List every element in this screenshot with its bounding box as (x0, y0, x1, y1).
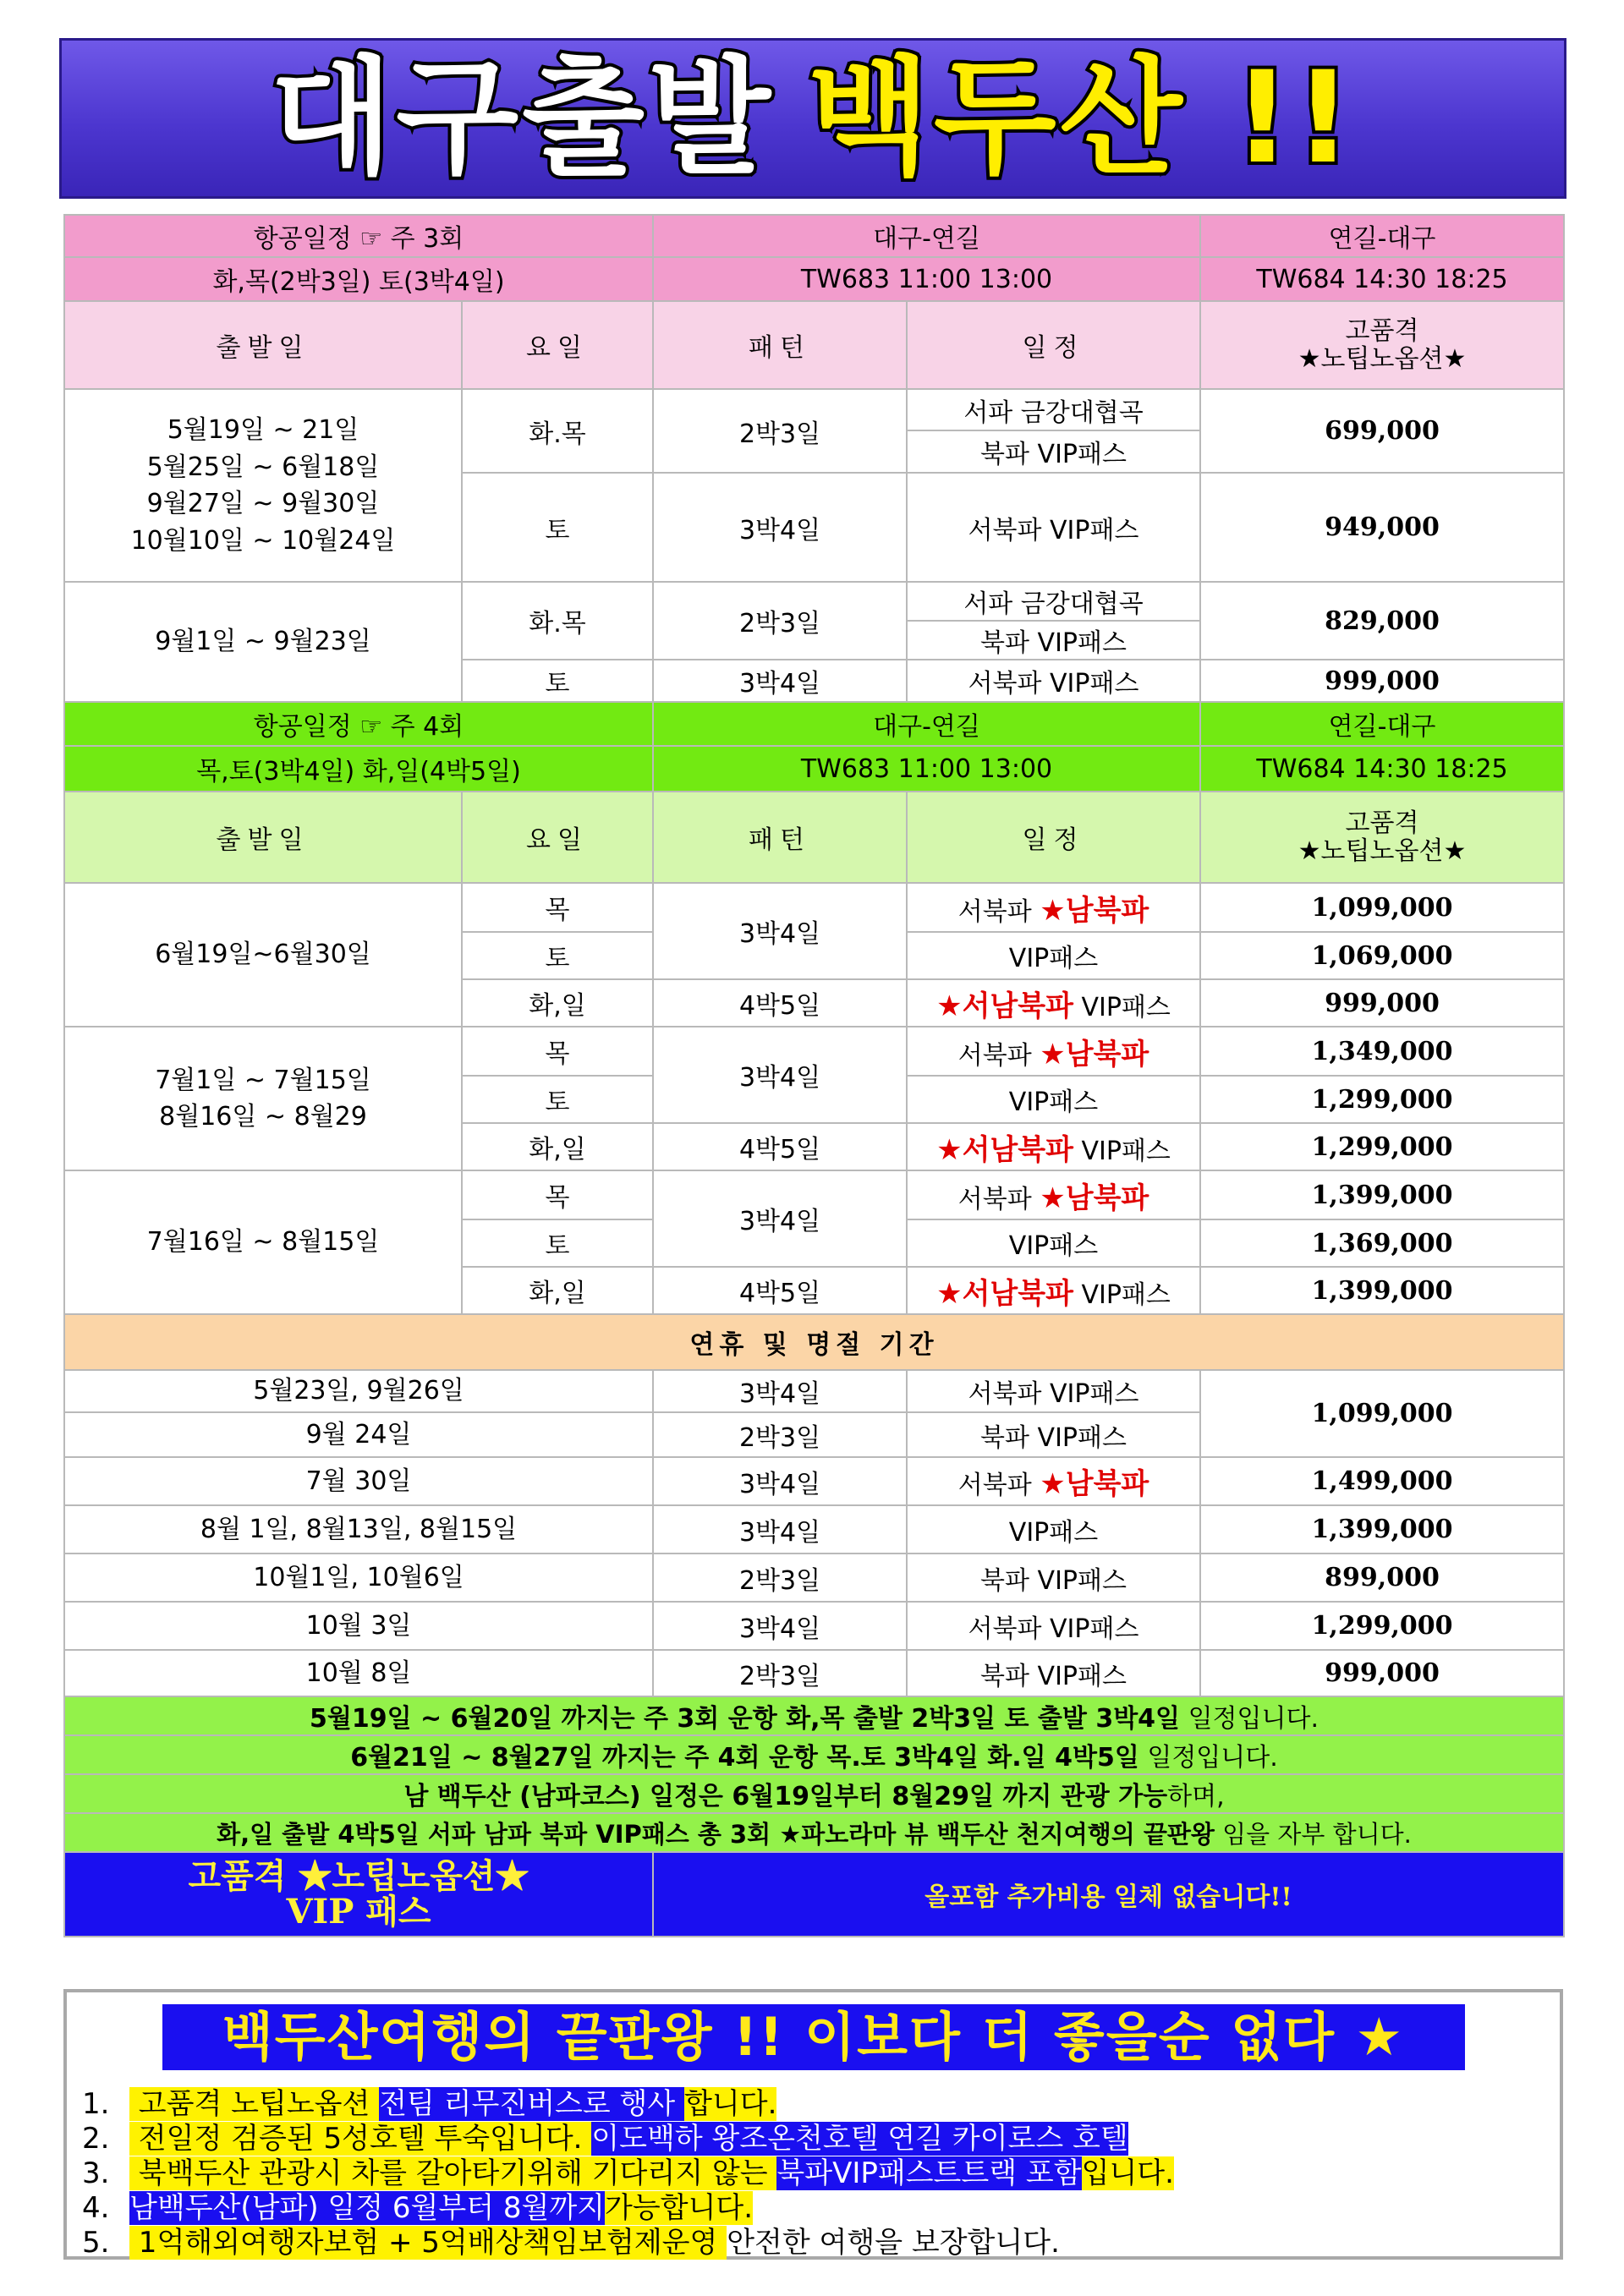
item-text-b: 이도백하 왕조온천호텔 연길 카이로스 호텔 (591, 2122, 1128, 2156)
day-cell: 목 (462, 1170, 653, 1219)
itinerary-cell: 서북파 VIP패스 (907, 473, 1200, 582)
pattern-cell: 2박3일 (653, 582, 907, 660)
route-outbound: 대구-연길 (653, 215, 1200, 257)
itinerary-cell (907, 883, 1200, 932)
itinerary-highlight: ★서남북파 (936, 1276, 1073, 1311)
flight-days: 목,토(3박4일) 화,일(4박5일) (64, 746, 653, 792)
item-text-a: 고품격 노팁노옵션 (129, 2087, 380, 2121)
item-number: 4. (82, 2191, 110, 2225)
pattern-cell: 3박4일 (653, 1170, 907, 1267)
pattern-cell: 3박4일 (653, 1457, 907, 1505)
price-cell: 1,399,000 (1200, 1170, 1564, 1219)
list-item (82, 2122, 1174, 2156)
price-cell: 1,099,000 (1200, 1370, 1564, 1457)
day-cell: 화.목 (462, 582, 653, 660)
holiday-section-title: 연휴 및 명절 기간 (64, 1314, 1564, 1370)
note-line (64, 1735, 1564, 1774)
itinerary-cell: 북파 VIP패스 (907, 621, 1200, 660)
day-cell: 화,일 (462, 979, 653, 1027)
title-banner (59, 38, 1566, 199)
price-cell: 1,299,000 (1200, 1602, 1564, 1650)
price-cell: 899,000 (1200, 1553, 1564, 1602)
blue-bar-left (64, 1852, 653, 1937)
item-text-a: 북백두산 관광시 차를 갈아타기위해 기다리지 않는 (129, 2156, 777, 2190)
day-cell: 화,일 (462, 1123, 653, 1170)
itinerary-cell: 북파 VIP패스 (907, 430, 1200, 473)
banner-title-white: 대구출발 (270, 45, 774, 192)
itinerary-highlight: ★남북파 (1040, 893, 1149, 928)
flight-outbound: TW683 11:00 13:00 (653, 746, 1200, 792)
itinerary-highlight: ★남북파 (1040, 1467, 1149, 1501)
pattern-cell: 2박3일 (653, 1650, 907, 1696)
price-cell: 1,399,000 (1200, 1267, 1564, 1314)
note-text: 6월21일 ~ 8월27일 까지는 주 4회 운항 목.토 3박4일 화.일 4박5일 (350, 1743, 1139, 1773)
itinerary-text: 서북파 (957, 1040, 1040, 1071)
note-text: 화,일 출발 4박5일 서파 남파 북파 VIP패스 총 3회 ★파노라마 뷰 백두산 천지여행의 끝판왕 (217, 1819, 1215, 1849)
itinerary-text: VIP패스 (1073, 1136, 1171, 1166)
price-cell: 699,000 (1200, 389, 1564, 473)
col-header-pattern: 패턴 (653, 792, 907, 883)
grade-sub-label: ★노팁노옵션★ (1298, 344, 1467, 374)
holiday-date: 9월 24일 (64, 1412, 653, 1457)
departure-dates (64, 1027, 462, 1170)
route-return: 연길-대구 (1200, 215, 1564, 257)
col-header-day: 요일 (462, 301, 653, 389)
col-header-grade (1200, 792, 1564, 883)
pattern-cell: 4박5일 (653, 1267, 907, 1314)
note-line (64, 1696, 1564, 1735)
item-number: 3. (82, 2156, 110, 2190)
price-cell: 1,499,000 (1200, 1457, 1564, 1505)
day-cell: 토 (462, 1219, 653, 1267)
item-text-a: 1억해외여행자보험 + 5억배상책임보험제운영 (129, 2226, 727, 2260)
itinerary-cell: VIP패스 (907, 932, 1200, 979)
day-cell: 토 (462, 473, 653, 582)
grade-label: 고품격 (1345, 316, 1419, 346)
itinerary-cell: VIP패스 (907, 1076, 1200, 1123)
holiday-date: 7월 30일 (64, 1457, 653, 1505)
list-item (82, 2087, 1174, 2122)
day-cell: 토 (462, 660, 653, 702)
note-text: 5월19일 ~ 6월20일 까지는 주 3회 운항 화,목 출발 2박3일 토 출발 3박4일 (309, 1704, 1181, 1734)
pattern-cell: 3박4일 (653, 1370, 907, 1412)
note-line (64, 1774, 1564, 1813)
itinerary-cell (907, 1027, 1200, 1076)
note-text: 남 백두산 (남파코스) 일정은 6월19일부터 8월29일 까지 관광 가능 (403, 1782, 1168, 1811)
date-line: 7월1일 ~ 7월15일 (155, 1065, 371, 1095)
route-outbound: 대구-연길 (653, 702, 1200, 746)
itinerary-text: 서북파 (957, 896, 1040, 927)
flight-outbound: TW683 11:00 13:00 (653, 257, 1200, 301)
price-cell: 829,000 (1200, 582, 1564, 660)
holiday-date: 10월1일, 10월6일 (64, 1553, 653, 1602)
date-line: 5월25일 ~ 6월18일 (146, 452, 380, 482)
pattern-cell: 4박5일 (653, 1123, 907, 1170)
flight-schedule-label: 항공일정 ☞ 주 4회 (64, 702, 653, 746)
col-header-date: 출발일 (64, 301, 462, 389)
departure-dates: 9월1일 ~ 9월23일 (64, 582, 462, 702)
list-item (82, 2226, 1174, 2260)
itinerary-cell (907, 979, 1200, 1027)
itinerary-cell: 서파 금강대협곡 (907, 582, 1200, 621)
price-cell: 949,000 (1200, 473, 1564, 582)
item-number: 2. (82, 2122, 110, 2156)
itinerary-cell: 서북파 VIP패스 (907, 1370, 1200, 1412)
pattern-cell: 3박4일 (653, 1505, 907, 1553)
itinerary-cell: VIP패스 (907, 1219, 1200, 1267)
flight-days: 화,목(2박3일) 토(3박4일) (64, 257, 653, 301)
pattern-cell: 2박3일 (653, 389, 907, 473)
flight-schedule-label: 항공일정 ☞ 주 3회 (64, 215, 653, 257)
pattern-cell: 3박4일 (653, 473, 907, 582)
holiday-date: 10월 8일 (64, 1650, 653, 1696)
item-text-b: 북파VIP패스트트랙 포함 (776, 2156, 1082, 2190)
col-header-date: 출발일 (64, 792, 462, 883)
pattern-cell: 2박3일 (653, 1553, 907, 1602)
holiday-date: 8월 1일, 8월13일, 8월15일 (64, 1505, 653, 1553)
price-cell: 1,069,000 (1200, 932, 1564, 979)
highlights-list (82, 2087, 1174, 2260)
col-header-day: 요일 (462, 792, 653, 883)
tour-price-table (63, 214, 1565, 1937)
blue-bar-left-line1: 고품격 ★노팁노옵션★ (188, 1856, 529, 1896)
date-line: 8월16일 ~ 8월29 (159, 1102, 367, 1132)
itinerary-text: VIP패스 (1073, 1280, 1171, 1310)
itinerary-cell (907, 1170, 1200, 1219)
itinerary-cell: 서북파 VIP패스 (907, 660, 1200, 702)
item-text-c: 합니다. (684, 2087, 777, 2121)
note-text-tail: 하며, (1167, 1782, 1225, 1811)
note-text-tail: 임을 자부 합니다. (1214, 1819, 1412, 1849)
pattern-cell: 4박5일 (653, 979, 907, 1027)
list-item (82, 2191, 1174, 2226)
col-header-pattern: 패턴 (653, 301, 907, 389)
date-line: 5월19일 ~ 21일 (167, 415, 359, 445)
pattern-cell: 3박4일 (653, 1602, 907, 1650)
col-header-grade (1200, 301, 1564, 389)
itinerary-highlight: ★남북파 (1040, 1181, 1149, 1215)
day-cell: 토 (462, 932, 653, 979)
day-cell: 화.목 (462, 389, 653, 473)
item-number: 5. (82, 2226, 110, 2260)
item-number: 1. (82, 2087, 110, 2121)
pattern-cell: 3박4일 (653, 1027, 907, 1123)
note-line (64, 1813, 1564, 1852)
departure-dates: 6월19일~6월30일 (64, 883, 462, 1027)
departure-dates (64, 389, 462, 582)
itinerary-highlight: ★서남북파 (936, 1132, 1073, 1167)
flight-return: TW684 14:30 18:25 (1200, 746, 1564, 792)
itinerary-highlight: ★남북파 (1040, 1037, 1149, 1071)
itinerary-text: VIP패스 (1073, 992, 1171, 1022)
highlights-box (63, 1989, 1563, 2260)
highlights-title: 백두산여행의 끝판왕 !! 이보다 더 좋을순 없다 ★ (162, 2004, 1465, 2070)
itinerary-cell: 북파 VIP패스 (907, 1650, 1200, 1696)
price-cell: 1,099,000 (1200, 883, 1564, 932)
grade-label: 고품격 (1345, 808, 1419, 838)
item-text-b: 가능합니다. (605, 2191, 754, 2225)
itinerary-cell (907, 1457, 1200, 1505)
pattern-cell: 3박4일 (653, 660, 907, 702)
price-cell: 999,000 (1200, 979, 1564, 1027)
grade-sub-label: ★노팁노옵션★ (1298, 836, 1467, 866)
price-cell: 999,000 (1200, 660, 1564, 702)
itinerary-highlight: ★서남북파 (936, 989, 1073, 1023)
list-item (82, 2156, 1174, 2191)
item-text-b: 안전한 여행을 보장합니다. (727, 2226, 1060, 2260)
date-line: 10월10일 ~ 10월24일 (130, 525, 396, 556)
day-cell: 토 (462, 1076, 653, 1123)
price-cell: 1,369,000 (1200, 1219, 1564, 1267)
item-text-c: 입니다. (1081, 2156, 1174, 2190)
day-cell: 목 (462, 1027, 653, 1076)
price-cell: 999,000 (1200, 1650, 1564, 1696)
itinerary-cell: 북파 VIP패스 (907, 1412, 1200, 1457)
price-cell: 1,299,000 (1200, 1076, 1564, 1123)
day-cell: 목 (462, 883, 653, 932)
item-text-a: 전일정 검증된 5성호텔 투숙입니다. (129, 2122, 592, 2156)
itinerary-cell: VIP패스 (907, 1505, 1200, 1553)
day-cell: 화,일 (462, 1267, 653, 1314)
item-text-a: 남백두산(남파) 일정 6월부터 8월까지 (129, 2191, 606, 2225)
itinerary-cell (907, 1267, 1200, 1314)
route-return: 연길-대구 (1200, 702, 1564, 746)
banner-title-yellow: 백두산 !! (807, 45, 1356, 192)
item-text-b: 전팀 리무진버스로 행사 (379, 2087, 685, 2121)
price-cell: 1,399,000 (1200, 1505, 1564, 1553)
itinerary-cell: 북파 VIP패스 (907, 1553, 1200, 1602)
itinerary-cell: 서파 금강대협곡 (907, 389, 1200, 430)
itinerary-text: 서북파 (957, 1471, 1040, 1500)
price-cell: 1,349,000 (1200, 1027, 1564, 1076)
blue-bar-right: 올포함 추가비용 일체 없습니다!! (653, 1852, 1564, 1937)
blue-bar-left-line2: VIP 패스 (286, 1892, 431, 1932)
itinerary-cell: 서북파 VIP패스 (907, 1602, 1200, 1650)
itinerary-cell (907, 1123, 1200, 1170)
note-text-tail: 일정입니다. (1180, 1704, 1320, 1734)
pattern-cell: 2박3일 (653, 1412, 907, 1457)
note-text-tail: 일정입니다. (1138, 1743, 1278, 1773)
col-header-itinerary: 일정 (907, 792, 1200, 883)
holiday-date: 5월23일, 9월26일 (64, 1370, 653, 1412)
itinerary-text: 서북파 (957, 1184, 1040, 1214)
date-line: 9월27일 ~ 9월30일 (146, 489, 380, 518)
pattern-cell: 3박4일 (653, 883, 907, 979)
holiday-date: 10월 3일 (64, 1602, 653, 1650)
col-header-itinerary: 일정 (907, 301, 1200, 389)
departure-dates: 7월16일 ~ 8월15일 (64, 1170, 462, 1314)
price-cell: 1,299,000 (1200, 1123, 1564, 1170)
flight-return: TW684 14:30 18:25 (1200, 257, 1564, 301)
